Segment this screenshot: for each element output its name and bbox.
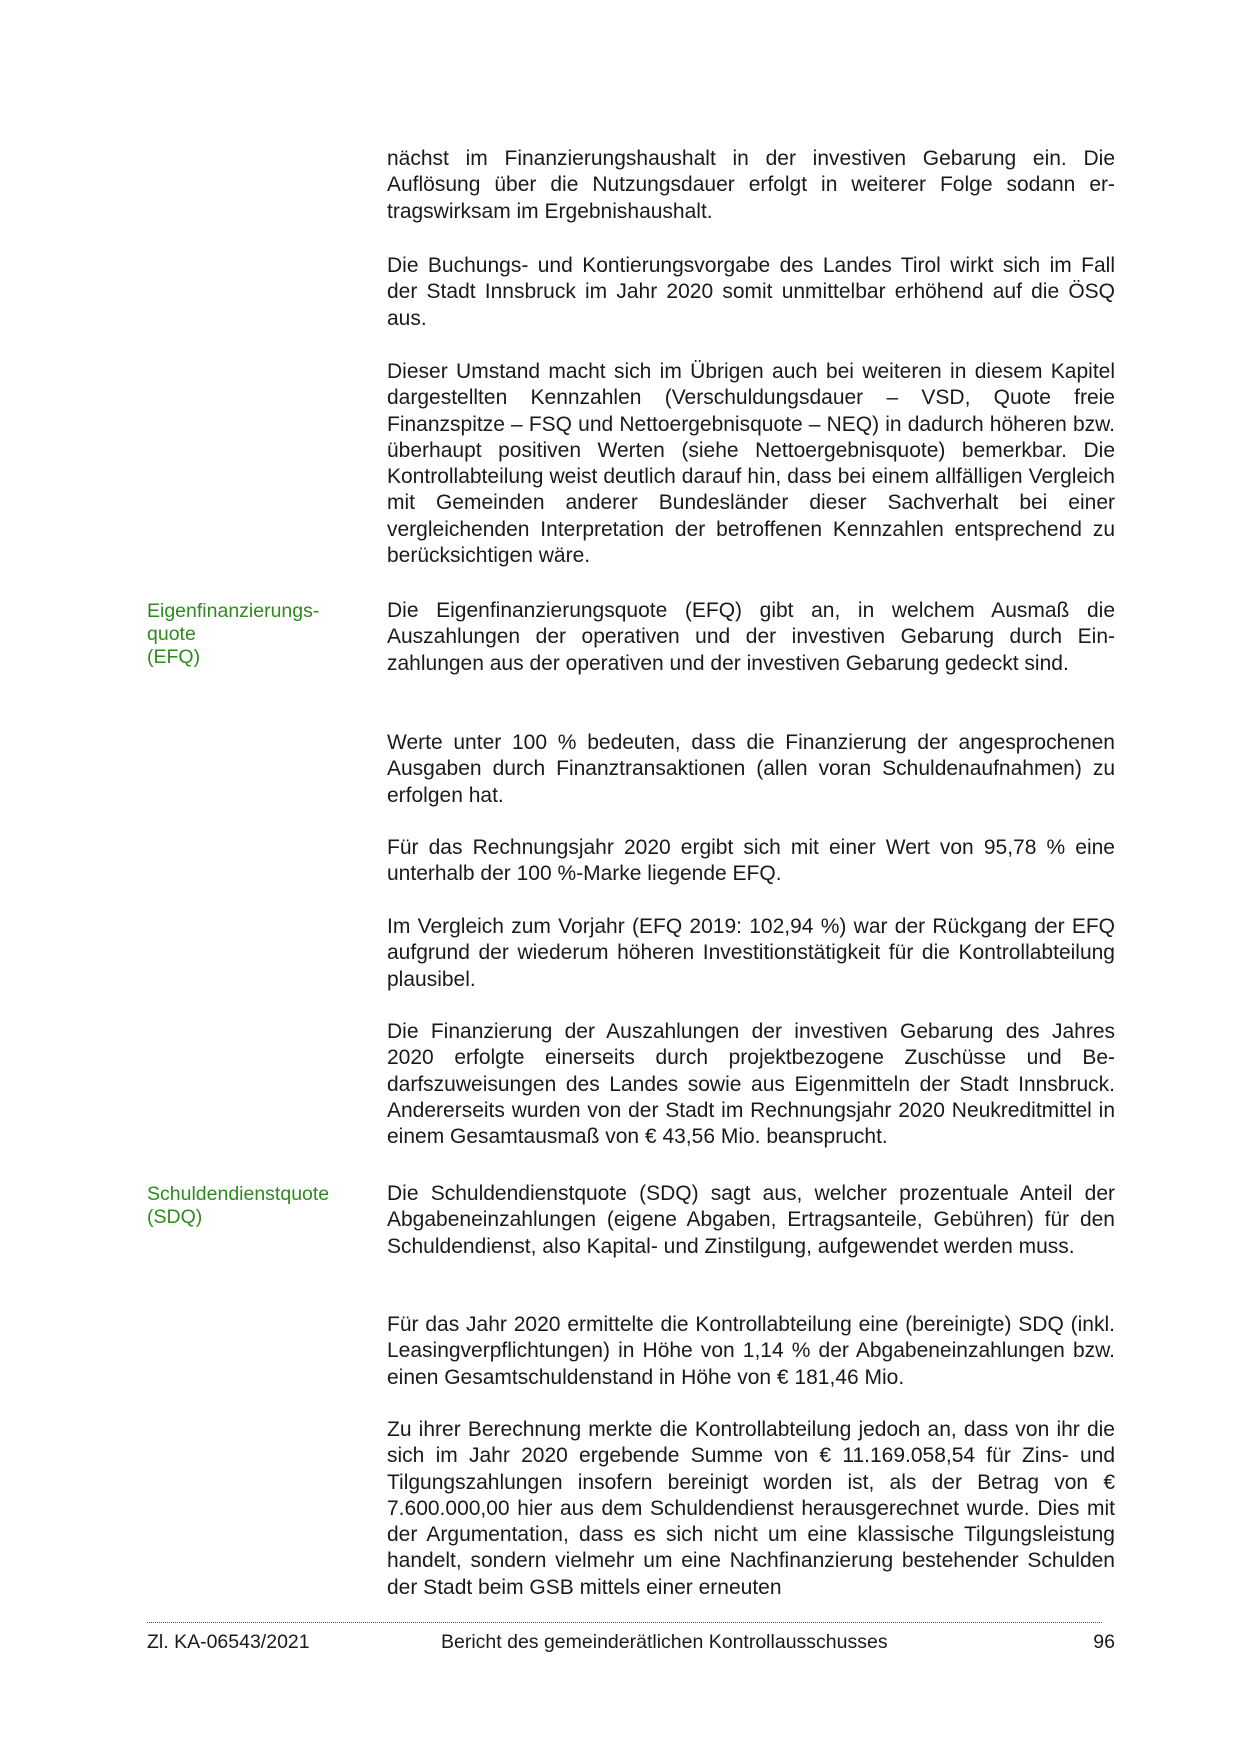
footer-divider [147, 1622, 1102, 1623]
paragraph-efq-werte: Werte unter 100 % bedeuten, dass die Finanzierung der angesprochenen Ausgaben durch Finanztransaktionen (allen voran Schuldenaufnahmen) zu erfolgen hat. [387, 731, 1115, 807]
footer-title: Bericht des gemeinderätlichen Kontrollausschusses [441, 1631, 888, 1653]
paragraph-efq-2020: Für das Rechnungsjahr 2020 ergibt sich mit einer Wert von 95,78 % eine unterhalb der 100 %-Marke liegende EFQ. [387, 836, 1115, 886]
paragraph-sdq-berechnung: Zu ihrer Berechnung merkte die Kontrollabteilung jedoch an, dass von ihr die sich im Jahr 2020 ergebende Summe von € 11.169.058,54 für Zins- und Tilgungszahlungen insofern bereinigt worden ist, als der Betrag von € 7.600.000,00 hier aus dem Schuldendienst herausgerechnet wurde. Dies mit der Argumentation, dass es sich nicht um eine klassische Tilgungsleistung handelt, sondern vielmehr um eine Nachfinanzierung bestehender Schulden der Stadt beim GSB mittels einer erneuten [387, 1418, 1115, 1599]
paragraph-tirol-vorgabe: Die Buchungs- und Kontierungsvorgabe des Landes Tirol wirkt sich im Fall der Stadt Innsbruck im Jahr 2020 somit unmittelbar erhöhend auf die ÖSQ aus. [387, 254, 1115, 330]
margin-note-sdq: Schuldendienstquote (SDQ) [147, 1183, 330, 1228]
paragraph-efq-definition: Die Eigenfinanzierungsquote (EFQ) gibt an, in welchem Ausmaß die Auszahlungen der operativen und der investiven Gebarung durch Einzahlungen aus der operativen und der investiven Gebarung gedeckt sind. [387, 599, 1115, 675]
paragraph-continuation: nächst im Finanzierungshaushalt in der investiven Gebarung ein. Die Auflösung über die Nutzungsdauer erfolgt in weiterer Folge sodann ertragswirksam im Ergebnishaushalt. [387, 147, 1115, 223]
footer-reference: Zl. KA-06543/2021 [147, 1631, 310, 1653]
paragraph-sdq-definition: Die Schuldendienstquote (SDQ) sagt aus, welcher prozentuale Anteil der Abgabeneinzahlungen (eigene Abgaben, Ertragsanteile, Gebühren) für den Schuldendienst, also Kapital- und Zinstilgung, aufgewendet werden muss. [387, 1182, 1115, 1258]
paragraph-finanzierung: Die Finanzierung der Auszahlungen der investiven Gebarung des Jahres 2020 erfolgte einerseits durch projektbezogene Zuschüsse und Bedarfszuweisungen des Landes sowie aus Eigenmitteln der Stadt Innsbruck. Andererseits wurden von der Stadt im Rechnungsjahr 2020 Neukreditmittel in einem Gesamtausmaß von € 43,56 Mio. beansprucht. [387, 1020, 1115, 1149]
margin-note-efq: Eigenfinanzierungs- quote (EFQ) [147, 600, 320, 668]
paragraph-sdq-2020: Für das Jahr 2020 ermittelte die Kontrollabteilung eine (bereinigte) SDQ (inkl. Leasingverpflichtungen) in Höhe von 1,14 % der Abgabeneinzahlungen bzw. einen Gesamtschuldenstand in Höhe von € 181,46 Mio. [387, 1313, 1115, 1389]
paragraph-efq-vorjahr: Im Vergleich zum Vorjahr (EFQ 2019: 102,94 %) war der Rückgang der EFQ aufgrund der wiederum höheren Investitionstätigkeit für die Kontrollabteilung plausibel. [387, 915, 1115, 991]
page-number: 96 [1093, 1631, 1115, 1653]
paragraph-kennzahlen-hinweis: Dieser Umstand macht sich im Übrigen auch bei weiteren in diesem Kapitel dargestellten Kennzahlen (Verschuldungsdauer – VSD, Quote freie Finanzspitze – FSQ und Nettoergebnisquote – NEQ) in dadurch höheren bzw. überhaupt positiven Werten (siehe Nettoergebnisquote) bemerkbar. Die Kontrollabteilung weist deutlich darauf hin, dass bei einem allfälligen Vergleich mit Gemeinden anderer Bundesländer dieser Sachverhalt bei einer vergleichenden Interpretation der betroffenen Kennzahlen entsprechend zu berücksichtigen wäre. [387, 360, 1115, 568]
